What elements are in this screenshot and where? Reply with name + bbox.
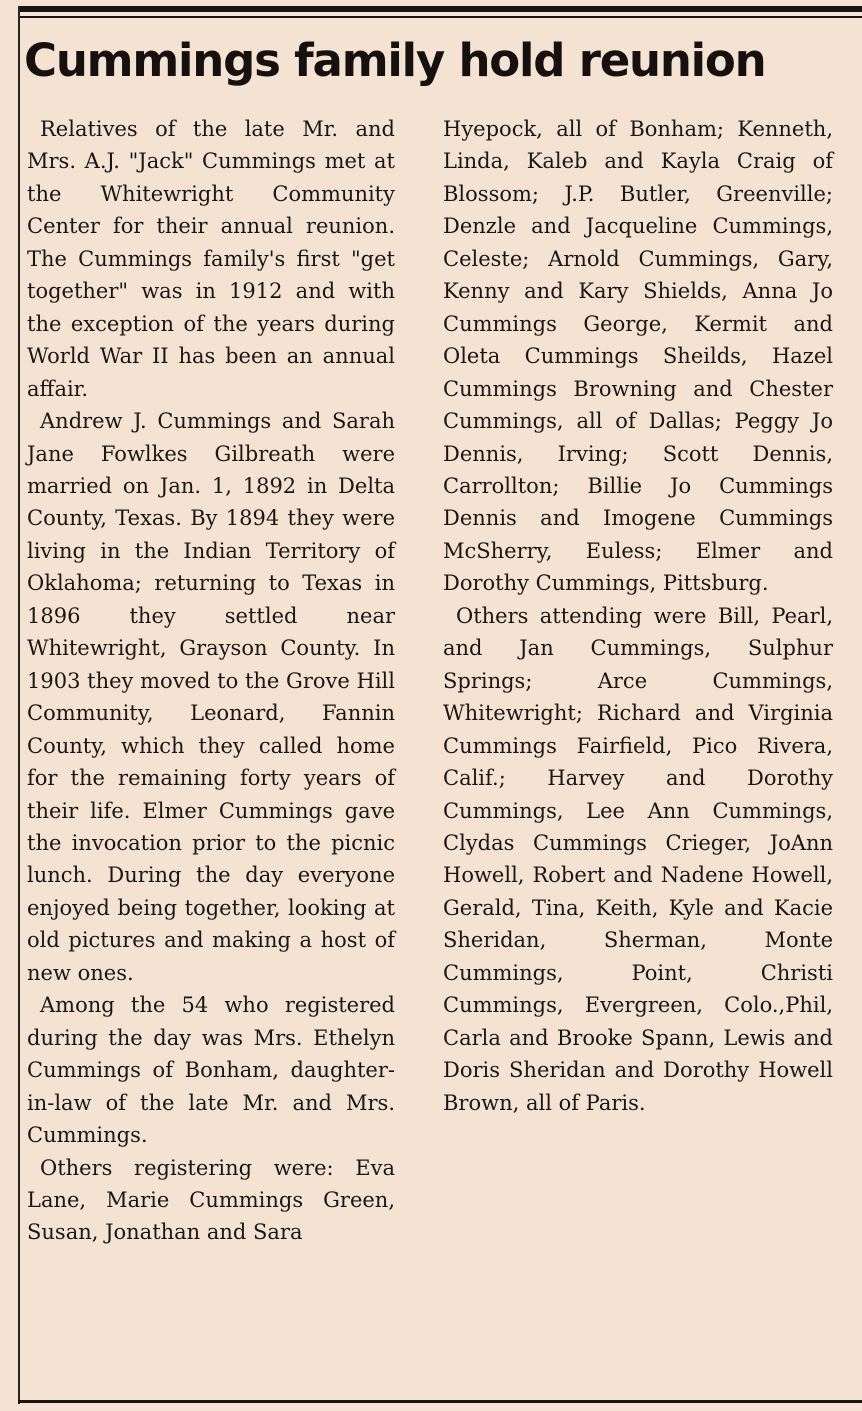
top-rule-thin [18, 16, 862, 18]
paragraph-intro: Relatives of the late Mr. and Mrs. A.J. "Jack" Cummings met at the Whitewright Community Center for their annual reunion. The Cummings family's first "get together" was in 1912 and with the exception of the years during World War II has been an annual affair. [27, 117, 395, 401]
headline: Cummings family hold reunion [24, 34, 766, 87]
paragraph-continued-list: Hyepock, all of Bonham; Kenneth, Linda, Kaleb and Kayla Craig of Blossom; J.P. Butler, Greenville; Denzle and Jacqueline Cummings, Celeste; Arnold Cummings, Gary, Kenny and Kary Shields, Anna Jo Cummings George, Kermit and Oleta Cummings Sheilds, Hazel Cummings Browning and Chester Cummings, all of Dallas; Peggy Jo Dennis, Irving; Scott Dennis, Carrollton; Billie Jo Cummings Dennis and Imogene Cummings McSherry, Euless; Elmer and Dorothy Cummings, Pittsburg. [443, 117, 833, 596]
bottom-rule [18, 1400, 862, 1403]
top-rule-thick [18, 6, 862, 12]
paragraph-others-attending: Others attending were Bill, Pearl, and Jan Cummings, Sulphur Springs; Arce Cummings, Whitewright; Richard and Virginia Cummings Fairfield, Pico Rivera, Calif.; Harvey and Dorothy Cummings, Lee Ann Cummings, Clydas Cummings Crieger, JoAnn Howell, Robert and Nadene Howell, Gerald, Tina, Keith, Kyle and Kacie Sheridan, Sherman, Monte Cummings, Point, Christi Cummings, Evergreen, Colo.,Phil, Carla and Brooke Spann, Lewis and Doris Sheridan and Dorothy Howell Brown, all of Paris. [443, 603, 833, 1115]
left-border [18, 6, 20, 1404]
paragraph-registered: Among the 54 who registered during the day was Mrs. Ethelyn Cummings of Bonham, daughter-in-law of the late Mr. and Mrs. Cummings. [27, 993, 395, 1148]
paragraph-others-registering: Others registering were: Eva Lane, Marie Cummings Green, Susan, Jonathan and Sara [27, 1155, 395, 1245]
paragraph-history: Andrew J. Cummings and Sarah Jane Fowlkes Gilbreath were married on Jan. 1, 1892 in Delta County, Texas. By 1894 they were living in the Indian Territory of Oklahoma; returning to Texas in 1896 they settled near Whitewright, Grayson County. In 1903 they moved to the Grove Hill Community, Leonard, Fannin County, which they called home for the remaining forty years of their life. Elmer Cummings gave the invocation prior to the picnic lunch. During the day everyone enjoyed being together, looking at old pictures and making a host of new ones. [27, 409, 395, 985]
right-column [443, 113, 833, 1119]
left-column [27, 113, 395, 1249]
